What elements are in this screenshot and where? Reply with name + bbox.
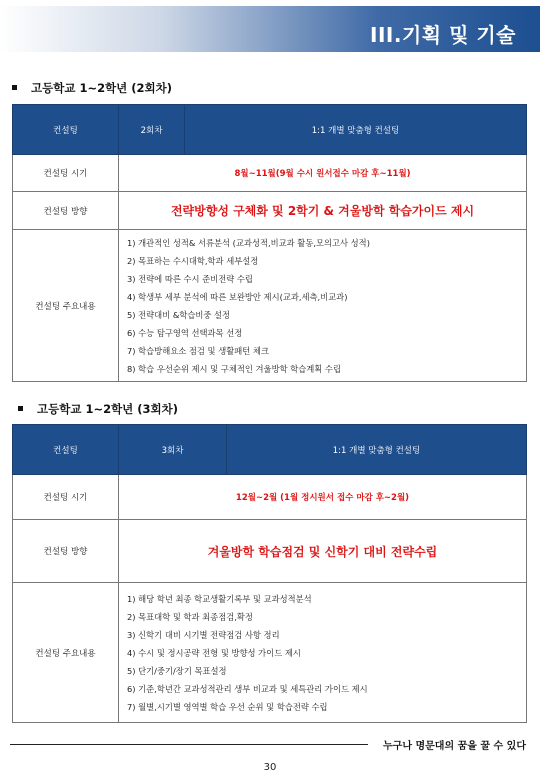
footer-divider <box>10 744 368 745</box>
header-cell-type: 1:1 개별 맞춤형 컨설팅 <box>185 105 527 155</box>
list-item: 3) 전략에 따른 수시 준비전략 수립 <box>127 273 253 284</box>
section-heading-text: 고등학교 1~2학년 (2회차) <box>31 81 173 95</box>
list-item: 1) 개관적인 성적& 서류분석 (교과성적,비교과 활동,모의고사 성적) <box>127 237 370 248</box>
list-item: 6) 기준,학년간 교과성적관리 생부 비교과 및 세특관리 가이드 제시 <box>127 683 368 694</box>
list-item: 4) 수시 및 정시공략 전형 및 방향성 가이드 제시 <box>127 647 301 658</box>
contents-list <box>119 230 527 382</box>
direction-value: 겨울방학 학습점검 및 신학기 대비 전략수립 <box>119 520 527 583</box>
footer-slogan: 누구나 명문대의 꿈을 꿀 수 있다 <box>383 741 526 752</box>
table-row-contents <box>13 230 527 382</box>
list-item: 2) 목표대학 및 학과 최종점검,확정 <box>127 611 253 622</box>
bullet-icon <box>12 85 17 90</box>
direction-label: 컨설팅 방향 <box>13 520 119 583</box>
bullet-icon <box>18 406 23 411</box>
list-item: 6) 수능 탐구영역 선택과목 선정 <box>127 327 243 338</box>
list-item: 4) 학생부 세부 분석에 따른 보완방안 제시(교과,세측,비교과) <box>127 291 348 302</box>
list-item: 3) 신학기 대비 시기별 전략점검 사항 정리 <box>127 629 280 640</box>
list-item: 7) 학습방해요소 점검 및 생활패턴 체크 <box>127 345 269 356</box>
consulting-table-3rd <box>12 424 527 723</box>
table-row-direction <box>13 192 527 230</box>
section-heading-3rd <box>18 401 178 417</box>
list-item: 2) 목표하는 수시대학,학과 세부설정 <box>127 255 259 266</box>
consulting-table-2nd <box>12 104 527 382</box>
list-item: 5) 단기/중기/장기 목표설정 <box>127 665 227 676</box>
section-heading-text: 고등학교 1~2학년 (3회차) <box>37 402 179 416</box>
header-cell-session: 2회차 <box>119 105 185 155</box>
list-item: 7) 월별,시기별 영역별 학습 우선 순위 및 학습전략 수립 <box>127 701 328 712</box>
table-row-contents <box>13 583 527 723</box>
timing-label: 컨설팅 시기 <box>13 475 119 520</box>
table-row-timing <box>13 155 527 192</box>
direction-label: 컨설팅 방향 <box>13 192 119 230</box>
section-heading-2nd <box>12 80 172 96</box>
timing-value: 8월~11월(9월 수시 원서접수 마감 후~11월) <box>119 155 527 192</box>
header-cell-session: 3회차 <box>119 425 227 475</box>
header-cell-consulting: 컨설팅 <box>13 425 119 475</box>
table-header-row <box>13 425 527 475</box>
page-number: 30 <box>263 762 277 773</box>
header-cell-type: 1:1 개별 맞춤형 컨설팅 <box>227 425 527 475</box>
contents-list <box>119 583 527 723</box>
contents-label: 컨설팅 주요내용 <box>13 583 119 723</box>
header-cell-consulting: 컨설팅 <box>13 105 119 155</box>
table-row-direction <box>13 520 527 583</box>
timing-label: 컨설팅 시기 <box>13 155 119 192</box>
list-item: 8) 학습 우선순위 제시 및 구체적인 겨울방학 학습계획 수립 <box>127 363 341 374</box>
table-row-timing <box>13 475 527 520</box>
list-item: 1) 해당 학년 최종 학교생활기록부 및 교과성적분석 <box>127 593 312 604</box>
direction-value: 전략방향성 구체화 및 2학기 & 겨울방학 학습가이드 제시 <box>119 192 527 230</box>
contents-label: 컨설팅 주요내용 <box>13 230 119 382</box>
header-bar <box>0 6 540 52</box>
list-item: 5) 전략대비 &학습비중 설정 <box>127 309 231 320</box>
table-header-row <box>13 105 527 155</box>
timing-value: 12월~2월 (1월 정시원서 접수 마감 후~2월) <box>119 475 527 520</box>
page-title: III.기획 및 기술 <box>370 23 516 47</box>
